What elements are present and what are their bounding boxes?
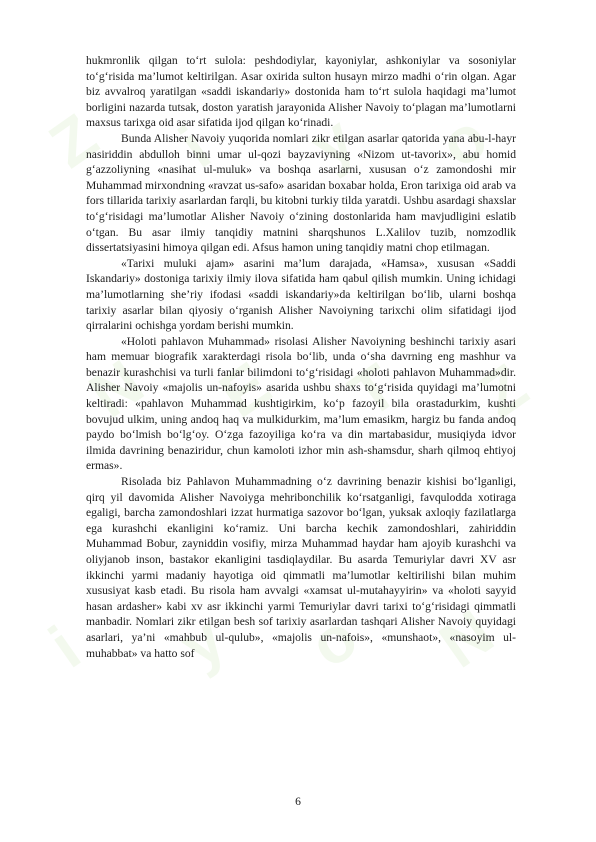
paragraph-2: Bunda Alisher Navoiy yuqorida nomlari zikr etilgan asarlar qatorida yana abu-l-hayr nasiriddin abdulloh binni umar ul-qozi bayzaviyning «Nizom ut-tavorix», abu homid g‘azzoliyning «nasihat ul-muluk» va boshqa asarlarni, xususan o‘z zamondoshi mir Muhammad mirxondning «ravzat us-safo» asaridan boxabar holda, Eron tarixiga oid arab va fors tillarida tarixiy asarlardan farqli, bu kitobni turkiy tilda yaratdi. Ushbu asardagi shaxslar to‘g‘risidagi ma’lumotlar Alisher Navoiy o‘zining dostonlarida ham mavjudligini eslatib o‘tgan. Bu asar ilmiy tanqidiy matnini sharqshunos L.Xalilov tuzib, nomzodlik dissertatsiyasini himoya qilgan edi. Afsus hamon uning tanqidiy matni chop etilmagan.: [86, 131, 516, 255]
watermark-glyph: N: [426, 595, 506, 682]
watermark-glyph: o: [426, 100, 501, 182]
paragraph-4: «Holoti pahlavon Muhammad» risolasi Alisher Navoiyning beshinchi tarixiy asari ham memuar biografik xarakterdagi risola bo‘lib, unda o‘sha davrning eng mashhur va benazir kurashchisi va turli fanlar bilimdoni to‘g‘risidagi «holoti pahlavon Muhammad»dir. Alisher Navoiy «majolis un-nafoyis» asarida ushbu shaxs to‘g‘risida quyidagi ma’lumotni keltiradi: «pahlavon Muhammad kushtigirkim, ko‘p fazoyil bila orastadurkim, kushti bovujud ulkim, uning andoq haq va mulkidurkim, ma’lum emasikm, hargiz bu fanda andoq paydo bo‘lmish bo‘lg‘oy. O‘zga fazoyiliga ko‘ra va din martabasidur, musiqiyda idvor ilmida davrining benaziridur, chun kamoloti izhor min ash-shamsdur, sharh qilmoq ehtiyoj ermas».: [86, 334, 516, 473]
watermark-glyph: y: [166, 602, 238, 682]
paragraph-5: Risolada biz Pahlavon Muhammadning o‘z davrining benazir kishisi bo‘lganligi, qirq yil davomida Alisher Navoiyga mehribonchilik ko‘rsatganligi, favqulodda xotiraga egaligi, barcha zamondoshlari izzat hurmatiga sazovor bo‘lgan, yuksak axloqiy fazilatlarga ega kurashchi ekanligini ko‘ramiz. Uni barcha kechik zamondoshlari, zahiriddin Muhammad Bobur, zayniddin vosifiy, mirza Muhammad haydar ham ajoyib kurashchi va oliyjanob inson, bastakor ekanligini tasdiqlaydilar. Bu asarda Temuriylar davri XV asr ikkinchi yarmi madaniy hayotiga oid qimmatli ma’lumotlar keltirilishi bilan muhim xususiyat kasb etadi. Bu risola ham avvalgi «xamsat ul-mutahayyirin» va «holoti sayyid hasan ardasher» kabi xv asr ikkinchi yarmi Temuriylar davri tarixi to‘g‘risidagi qimmatli manbadir. Nomlari zikr etilgan besh sof tarixiy asarlardan tashqari Alisher Navoiy quyidagi asarlari, ya’ni «mahbub ul-qulub», «majolis un-nafois», «munshaot», «nasoyim ul-muhabbat» va hatto sof: [86, 475, 516, 660]
watermark-glyph: N: [76, 345, 156, 432]
watermark-glyph: o: [296, 600, 371, 682]
body-text: [86, 53, 516, 661]
watermark-glyph: E: [206, 348, 283, 432]
watermark-glyph: Z: [466, 350, 541, 432]
paragraph-3: «Tarixi muluki ajam» asarini ma’lum darajada, «Hamsa», xususan «Saddi Iskandariy» dostoniga tarixiy ilmiy ilova sifatida ham qabul qilish mumkin. Uning ichidagi ma’lumotlarning she’riy ifodasi «saddi iskandariy»da keltirilgan bo‘lib, ularni boshqa tarixiy asarlar bilan qiyosiy o‘rganish Alisher Navoiyning tarixchi olim sifatidagi ijod qirralarini ochishga yordam berishi mumkin.: [86, 256, 516, 333]
watermark-glyph: Z: [36, 100, 111, 182]
paragraph-1: hukmronlik qilgan to‘rt sulola: peshdodiylar, kayoniylar, ashkoniylar va sosoniylar to‘g‘risida ma’lumot keltirilgan. Asar oxirida sulton husayn mirzo madhi o‘rin olgan. Agar biz avvalroq yaratilgan «saddi iskandariy» dostonida ham to‘rt sulola haqidagi ma’lumot borligini nazarda tutsak, doston yaratish jarayonida Alisher Navoiy to‘plagan ma’lumotlarni maxsus tarixga oid asar sifatida ijod qilgan ko‘rinadi.: [86, 54, 516, 130]
watermark-glyph: i: [166, 112, 223, 182]
watermark-glyph: y: [296, 102, 368, 182]
watermark-glyph: T: [336, 350, 411, 432]
watermark-glyph: i: [36, 612, 93, 682]
page-number: 6: [295, 795, 301, 808]
